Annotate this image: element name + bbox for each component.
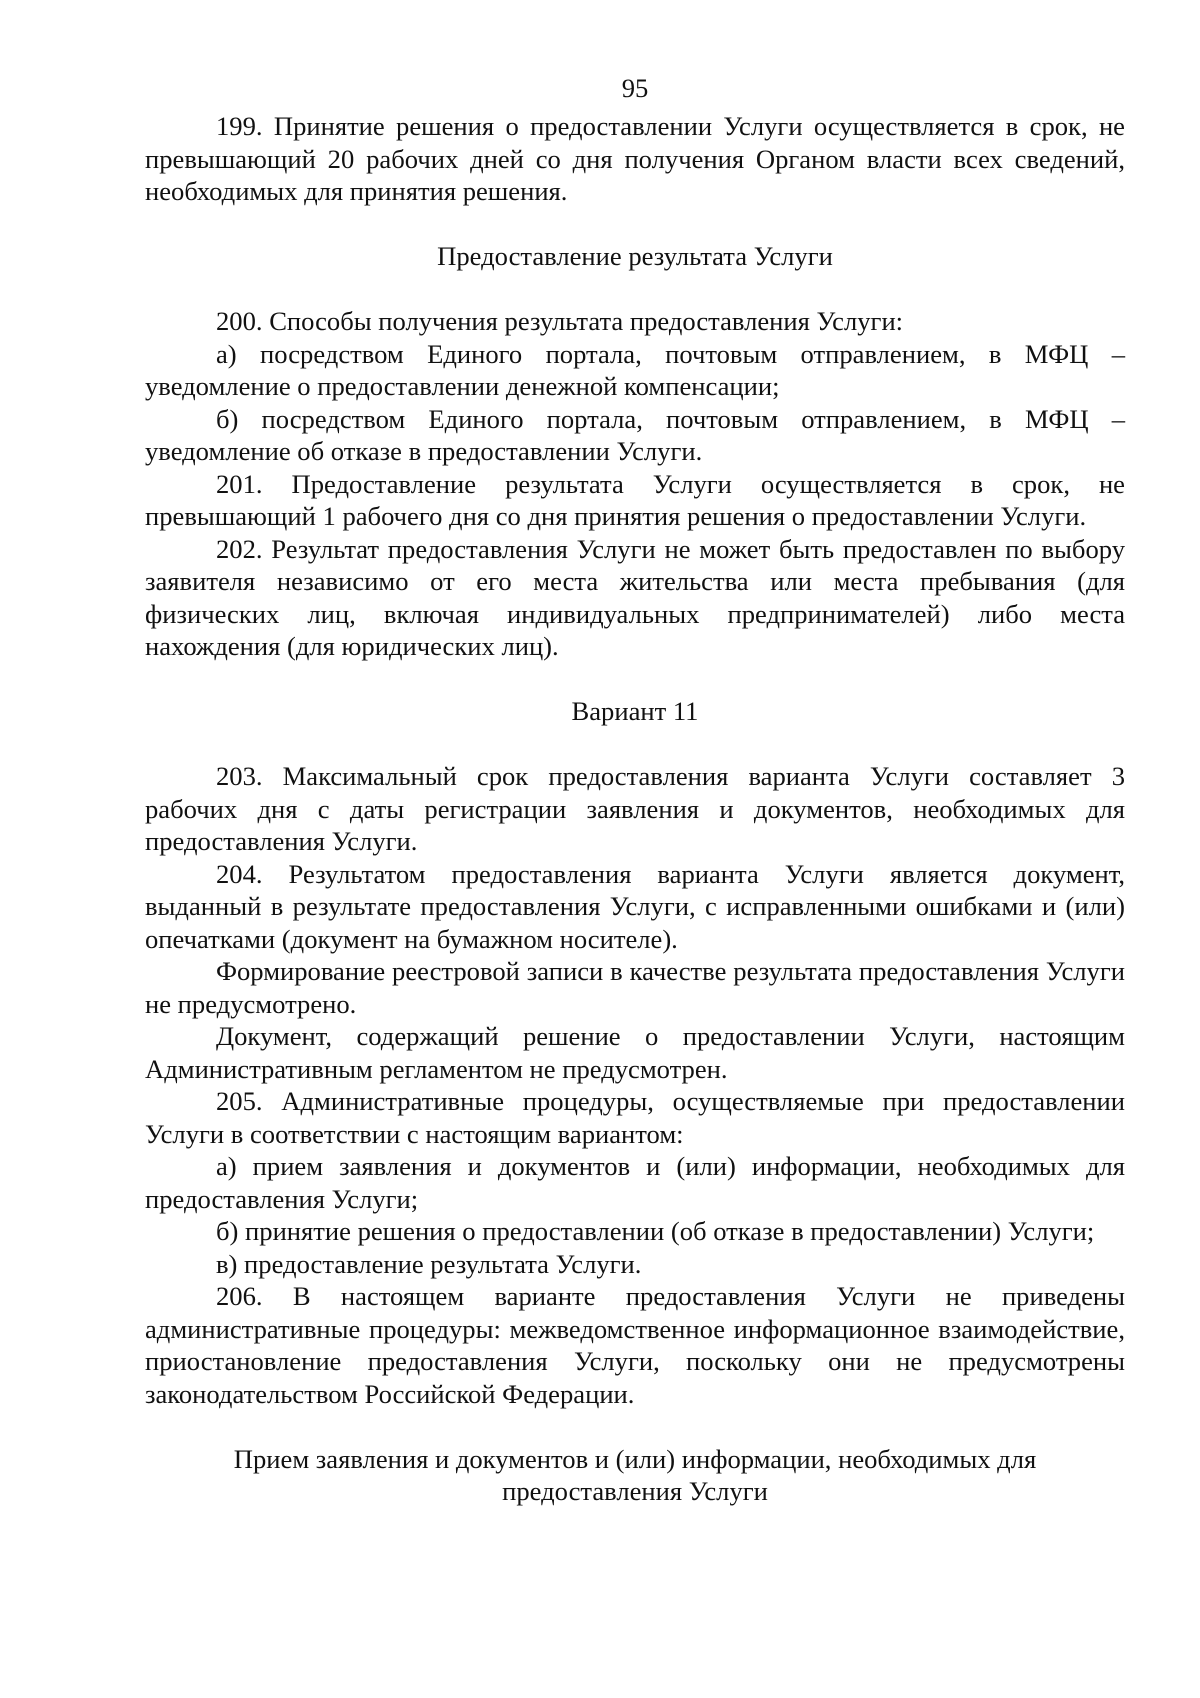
paragraph-200-b: б) посредством Единого портала, почтовым отправлением, в МФЦ – уведомление об отказе в предоставлении Услуги. (145, 403, 1125, 466)
paragraph-200: 200. Способы получения результата предоставления Услуги: (216, 306, 904, 336)
paragraph-205: 205. Административные процедуры, осуществляемые при предоставлении Услуги в соответствии с настоящим вариантом: (145, 1086, 1125, 1149)
spacer (145, 1410, 1125, 1443)
spacer (145, 208, 1125, 241)
paragraph-204: 204. Результатом предоставления варианта Услуги является документ, выданный в результате предоставления Услуги, с исправленными ошибками и (или) опечатками (документ на бумажном носителе). (145, 858, 1125, 954)
paragraph-203: 203. Максимальный срок предоставления варианта Услуги составляет 3 рабочих дня с даты регистрации заявления и документов, необходимых для предоставления Услуги. (145, 761, 1125, 856)
section-heading-variant: Вариант 11 (571, 696, 699, 726)
paragraph-206: 206. В настоящем варианте предоставления Услуги не приведены административные процедуры: межведомственное информационное взаимодействие, приостановление предоставления Услуги, поскольку они не предусмотрены законодательством Российской Федерации. (145, 1281, 1125, 1409)
page-number: 95 (621, 73, 649, 103)
spacer (145, 273, 1125, 306)
paragraph-200-a: а) посредством Единого портала, почтовым отправлением, в МФЦ – уведомление о предоставлении денежной компенсации; (145, 338, 1125, 401)
spacer (145, 663, 1125, 696)
document-body (145, 66, 1125, 1508)
paragraph-201: 201. Предоставление результата Услуги осуществляется в срок, не превышающий 1 рабочего дня со дня принятия решения о предоставлении Услуги. (145, 468, 1125, 531)
paragraph-registry: Формирование реестровой записи в качестве результата предоставления Услуги не предусмотрено. (145, 956, 1125, 1019)
paragraph-205-v: в) предоставление результата Услуги. (216, 1248, 642, 1279)
section-heading-reception: Прием заявления и документов и (или) информации, необходимых для предоставления Услуги (233, 1443, 1037, 1506)
paragraph-202: 202. Результат предоставления Услуги не может быть предоставлен по выбору заявителя независимо от его места жительства или места пребывания (для физических лиц, включая индивидуальных предпринимателей) либо места нахождения (для юридических лиц). (145, 533, 1125, 661)
paragraph-document: Документ, содержащий решение о предоставлении Услуги, настоящим Административным регламентом не предусмотрен. (145, 1021, 1125, 1084)
spacer (145, 728, 1125, 761)
section-heading-result: Предоставление результата Услуги (437, 241, 833, 271)
paragraph-205-b: б) принятие решения о предоставлении (об отказе в предоставлении) Услуги; (216, 1216, 1095, 1246)
paragraph-199: 199. Принятие решения о предоставлении Услуги осуществляется в срок, не превышающий 20 рабочих дней со дня получения Органом власти всех сведений, необходимых для принятия решения. (145, 111, 1125, 206)
paragraph-205-a: а) прием заявления и документов и (или) информации, необходимых для предоставления Услуги; (145, 1151, 1125, 1214)
